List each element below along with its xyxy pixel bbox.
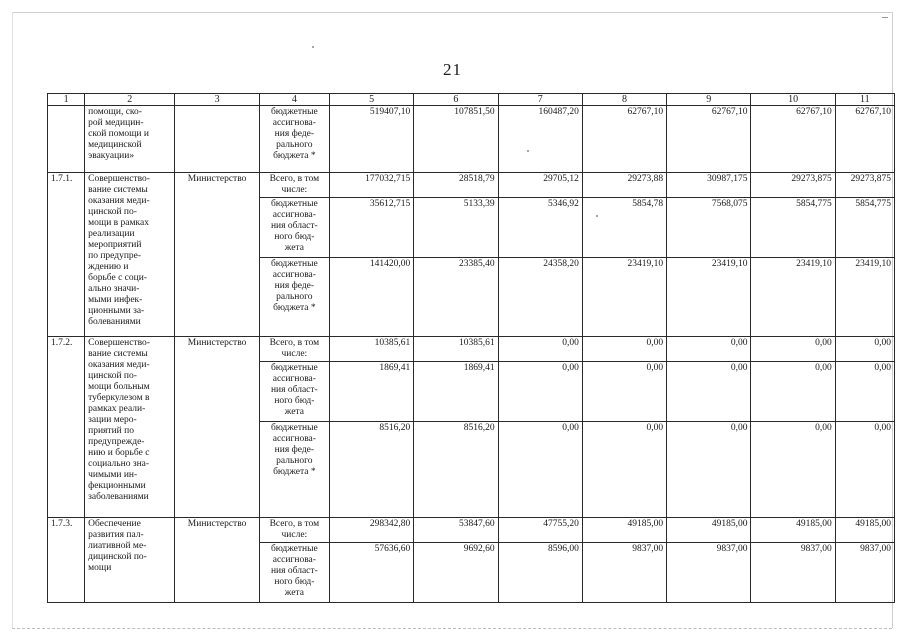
funding-source-text: Всего, в том числе: bbox=[269, 338, 320, 359]
table-row bbox=[48, 337, 895, 362]
value-cell: 298342,80 bbox=[329, 518, 413, 543]
table-row bbox=[48, 518, 895, 543]
measure-name-text: Совершенство- вание системы оказания меди- цинской по- мощи больным туберкулезом в рамках реали- зации меро- приятий по предупрежде- нию и борьбе с социально зна- чимыми ин- фекционными заболеваниями bbox=[88, 338, 150, 502]
measure-name bbox=[85, 106, 175, 173]
value-cell: 29273,875 bbox=[835, 173, 894, 198]
value-cell: 9692,60 bbox=[414, 543, 498, 603]
value-cell: 107851,50 bbox=[414, 106, 498, 173]
measure-name bbox=[85, 518, 175, 603]
value-cell: 29705,12 bbox=[498, 173, 582, 198]
value-cell: 10385,61 bbox=[414, 337, 498, 362]
funding-source-text: бюджетные ассигнова- ния област- ного бюд- жета bbox=[270, 544, 318, 598]
value-cell: 8516,20 bbox=[329, 422, 413, 518]
value-cell: 0,00 bbox=[582, 362, 666, 422]
value-cell: 5854,775 bbox=[751, 198, 835, 258]
header-cell: 9 bbox=[667, 94, 751, 106]
funding-source bbox=[259, 518, 329, 543]
value-cell: 49185,00 bbox=[582, 518, 666, 543]
executor: Министерство bbox=[175, 173, 259, 337]
header-cell: 3 bbox=[175, 94, 259, 106]
value-cell: 49185,00 bbox=[751, 518, 835, 543]
value-cell: 7568,075 bbox=[667, 198, 751, 258]
value-cell: 62767,10 bbox=[835, 106, 894, 173]
value-cell: 0,00 bbox=[751, 362, 835, 422]
value-cell: 5854,775 bbox=[835, 198, 894, 258]
value-cell: 0,00 bbox=[835, 362, 894, 422]
header-cell: 8 bbox=[582, 94, 666, 106]
value-cell: 0,00 bbox=[667, 337, 751, 362]
header-cell: 2 bbox=[85, 94, 175, 106]
measure-name-text: помощи, ско- рой медицин- ской помощи и медицинской эвакуации» bbox=[88, 107, 149, 161]
funding-source bbox=[259, 173, 329, 198]
value-cell: 1869,41 bbox=[414, 362, 498, 422]
value-cell: 23419,10 bbox=[667, 258, 751, 337]
row-code: 1.7.3. bbox=[48, 518, 85, 603]
table-row bbox=[48, 173, 895, 198]
measure-name bbox=[85, 337, 175, 518]
executor bbox=[175, 106, 259, 173]
page-number: 21 bbox=[443, 60, 462, 79]
value-cell: 1869,41 bbox=[329, 362, 413, 422]
page-border-left bbox=[12, 12, 13, 628]
value-cell: 57636,60 bbox=[329, 543, 413, 603]
funding-source bbox=[259, 258, 329, 337]
value-cell: 9837,00 bbox=[751, 543, 835, 603]
value-cell: 0,00 bbox=[835, 422, 894, 518]
funding-source bbox=[259, 337, 329, 362]
funding-source-text: Всего, в том числе: bbox=[269, 519, 320, 540]
value-cell: 9837,00 bbox=[835, 543, 894, 603]
value-cell: 141420,00 bbox=[329, 258, 413, 337]
value-cell: 24358,20 bbox=[498, 258, 582, 337]
header-cell: 4 bbox=[259, 94, 329, 106]
value-cell: 10385,61 bbox=[329, 337, 413, 362]
header-cell: 6 bbox=[414, 94, 498, 106]
value-cell: 0,00 bbox=[751, 337, 835, 362]
value-cell: 160487,20 bbox=[498, 106, 582, 173]
value-cell: 0,00 bbox=[667, 362, 751, 422]
funding-source-text: бюджетные ассигнова- ния феде- рального бюджета * bbox=[270, 107, 318, 161]
executor: Министерство bbox=[175, 518, 259, 603]
value-cell: 29273,88 bbox=[582, 173, 666, 198]
page-border-top bbox=[12, 12, 892, 13]
value-cell: 177032,715 bbox=[329, 173, 413, 198]
value-cell: 5346,92 bbox=[498, 198, 582, 258]
funding-source bbox=[259, 106, 329, 173]
value-cell: 49185,00 bbox=[667, 518, 751, 543]
value-cell: 0,00 bbox=[835, 337, 894, 362]
funding-source bbox=[259, 198, 329, 258]
value-cell: 0,00 bbox=[498, 337, 582, 362]
row-code: 1.7.2. bbox=[48, 337, 85, 518]
value-cell: 519407,10 bbox=[329, 106, 413, 173]
value-cell: 0,00 bbox=[582, 422, 666, 518]
value-cell: 0,00 bbox=[498, 422, 582, 518]
scan-speck bbox=[596, 215, 598, 217]
header-cell: 1 bbox=[48, 94, 85, 106]
value-cell: 5133,39 bbox=[414, 198, 498, 258]
value-cell: 62767,10 bbox=[751, 106, 835, 173]
value-cell: 62767,10 bbox=[582, 106, 666, 173]
page-border-bottom bbox=[12, 628, 892, 629]
value-cell: 30987,175 bbox=[667, 173, 751, 198]
value-cell: 23419,10 bbox=[751, 258, 835, 337]
value-cell: 23385,40 bbox=[414, 258, 498, 337]
funding-source-text: бюджетные ассигнова- ния област- ного бюд- жета bbox=[270, 363, 318, 417]
header-cell: 11 bbox=[835, 94, 894, 106]
value-cell: 8596,00 bbox=[498, 543, 582, 603]
funding-source-text: бюджетные ассигнова- ния феде- рального бюджета * bbox=[270, 259, 318, 313]
funding-source-text: Всего, в том числе: bbox=[269, 174, 320, 195]
measure-name-text: Совершенство- вание системы оказания меди- цинской по- мощи в рамках реализации мероприятий по предупре- ждению и борьбе с соци- ально значи- мыми инфек- ционными за- болеваниями bbox=[88, 174, 150, 327]
value-cell: 49185,00 bbox=[835, 518, 894, 543]
value-cell: 0,00 bbox=[582, 337, 666, 362]
value-cell: 29273,875 bbox=[751, 173, 835, 198]
funding-source-text: бюджетные ассигнова- ния област- ного бюд- жета bbox=[270, 199, 318, 253]
scan-speck bbox=[312, 46, 314, 48]
header-cell: 5 bbox=[329, 94, 413, 106]
value-cell: 5854,78 bbox=[582, 198, 666, 258]
header-cell: 10 bbox=[751, 94, 835, 106]
row-code bbox=[48, 106, 85, 173]
funding-source-text: бюджетные ассигнова- ния феде- рального бюджета * bbox=[270, 423, 318, 477]
value-cell: 47755,20 bbox=[498, 518, 582, 543]
value-cell: 23419,10 bbox=[835, 258, 894, 337]
value-cell: 35612,715 bbox=[329, 198, 413, 258]
row-code: 1.7.1. bbox=[48, 173, 85, 337]
measure-name-text: Обеспечение развития пал- лиативной ме- дицинской по- мощи bbox=[88, 519, 147, 573]
value-cell: 62767,10 bbox=[667, 106, 751, 173]
funding-source bbox=[259, 422, 329, 518]
value-cell: 23419,10 bbox=[582, 258, 666, 337]
value-cell: 53847,60 bbox=[414, 518, 498, 543]
scan-speck bbox=[527, 150, 529, 152]
budget-table bbox=[47, 93, 895, 603]
value-cell: 0,00 bbox=[667, 422, 751, 518]
value-cell: 9837,00 bbox=[667, 543, 751, 603]
funding-source bbox=[259, 362, 329, 422]
scan-mark bbox=[882, 17, 888, 18]
table-row bbox=[48, 106, 895, 173]
value-cell: 8516,20 bbox=[414, 422, 498, 518]
value-cell: 9837,00 bbox=[582, 543, 666, 603]
header-row bbox=[48, 94, 895, 106]
header-cell: 7 bbox=[498, 94, 582, 106]
measure-name bbox=[85, 173, 175, 337]
value-cell: 0,00 bbox=[498, 362, 582, 422]
value-cell: 0,00 bbox=[751, 422, 835, 518]
executor: Министерство bbox=[175, 337, 259, 518]
value-cell: 28518,79 bbox=[414, 173, 498, 198]
funding-source bbox=[259, 543, 329, 603]
